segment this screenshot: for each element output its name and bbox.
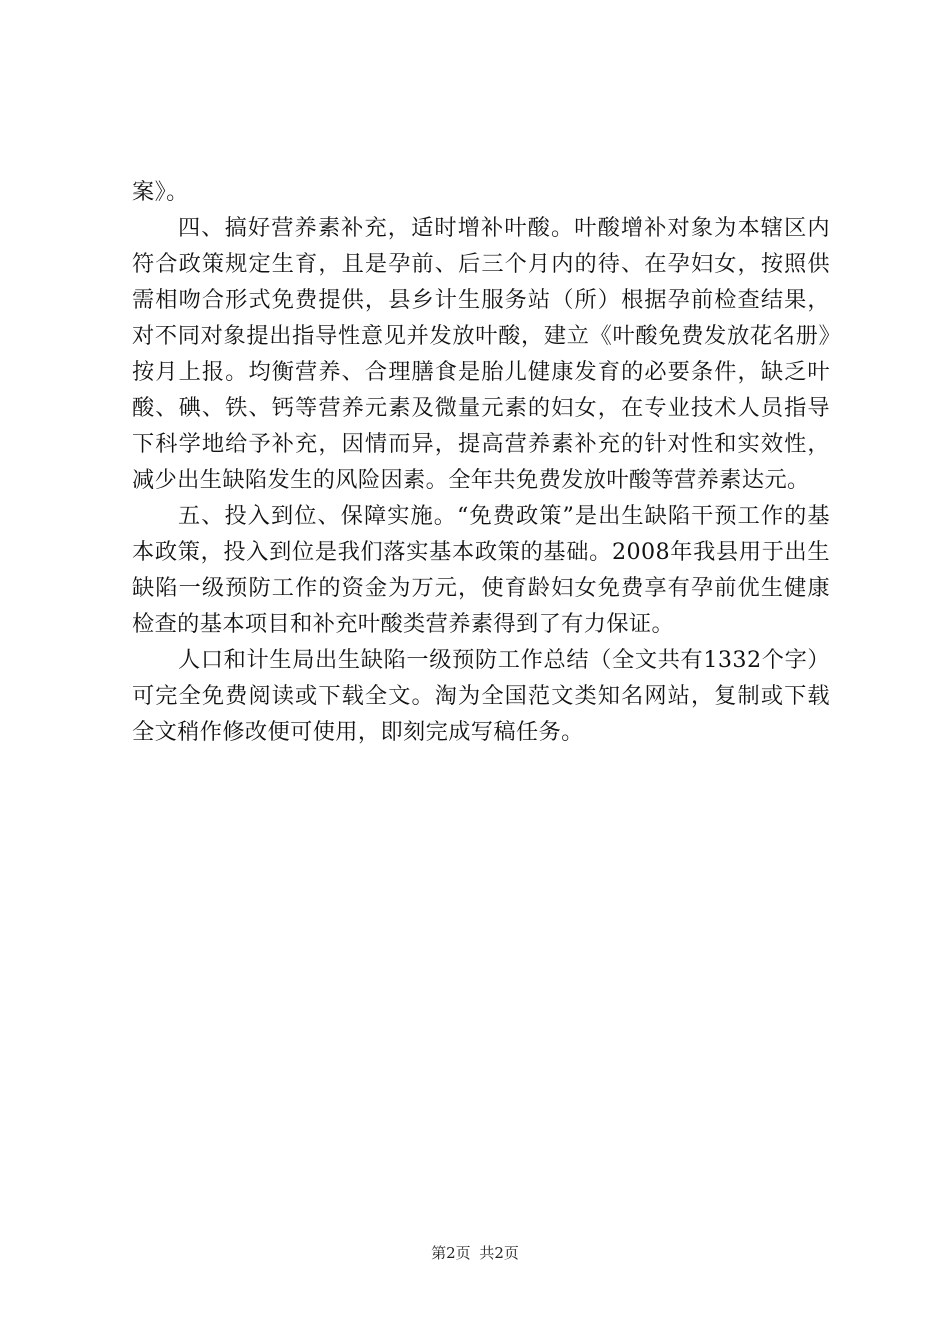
page-number: 第2页 — [431, 1244, 471, 1262]
paragraph-continuation: 案》。 — [132, 179, 189, 205]
paragraph-funding-guarantee: 五、投入到位、保障实施。“免费政策”是出生缺陷干预工作的基本政策，投入到位是我们落实基本政策的基础。2008年我县用于出生缺陷一级预防工作的资金为万元，使育龄妇女免费享有孕前优生健康检查的基本项目和补充叶酸类营养素得到了有力保证。 — [132, 503, 830, 637]
page-footer — [0, 1242, 950, 1264]
paragraph-nutrition-folic-acid: 四、搞好营养素补充，适时增补叶酸。叶酸增补对象为本辖区内符合政策规定生育，且是孕前、后三个月内的待、在孕妇女，按照供需相吻合形式免费提供，县乡计生服务站（所）根据孕前检查结果，对不同对象提出指导性意见并发放叶酸，建立《叶酸免费发放花名册》按月上报。均衡营养、合理膳食是胎儿健康发育的必要条件，缺乏叶酸、碘、铁、钙等营养元素及微量元素的妇女，在专业技术人员指导下科学地给予补充，因情而异，提高营养素补充的针对性和实效性，减少出生缺陷发生的风险因素。全年共免费发放叶酸等营养素达元。 — [132, 215, 830, 493]
document-body — [132, 174, 830, 750]
paragraph-download-notice: 人口和计生局出生缺陷一级预防工作总结（全文共有1332个字）可完全免费阅读或下载全文。淘为全国范文类知名网站，复制或下载全文稍作修改便可使用，即刻完成写稿任务。 — [132, 647, 830, 745]
total-pages: 共2页 — [479, 1244, 519, 1262]
